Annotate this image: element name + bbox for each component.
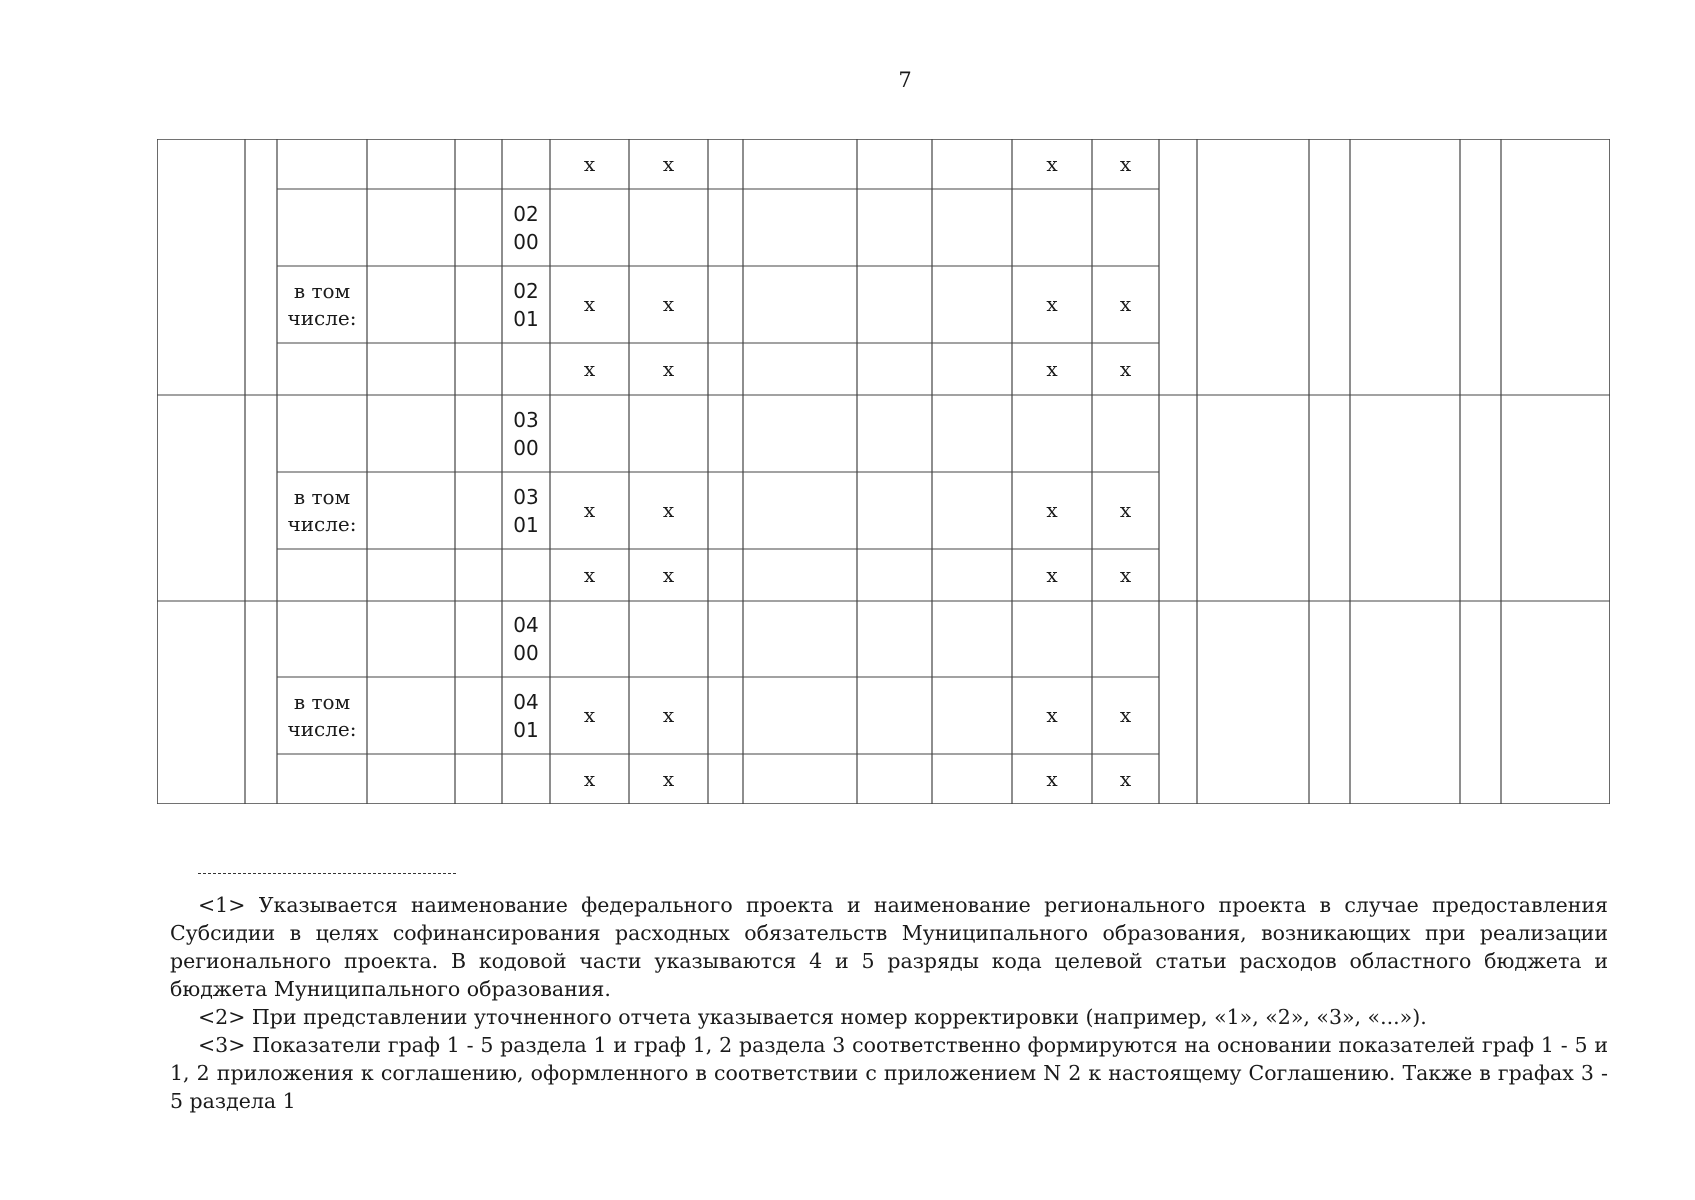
x-mark: x bbox=[583, 562, 596, 587]
x-mark: x bbox=[1119, 292, 1132, 316]
x-mark: x bbox=[583, 766, 596, 791]
x-mark: x bbox=[662, 703, 675, 727]
x-mark: x bbox=[1046, 703, 1058, 727]
x-mark: x bbox=[1046, 151, 1058, 176]
footnote-3: <3> Показатели граф 1 - 5 раздела 1 и граф 1, 2 раздела 3 соответственно формируются на основании показателей граф 1 - 5 и 1, 2 приложения к соглашению, оформленного в соответствии с приложением N 2 к настоящему Соглашению. Также в графах 3 - 5 раздела 1 bbox=[170, 1033, 1608, 1113]
x-mark: x bbox=[1046, 498, 1058, 522]
x-mark: x bbox=[583, 292, 596, 316]
footnote-1: <1> Указывается наименование федерального проекта и наименование регионального проекта в случае предоставления Субсидии в целях софинансирования расходных обязательств Муниципального образования, возникающих при реализации регионального проекта. В кодовой части указываются 4 и 5 разряды кода целевой статьи расходов областного бюджета и бюджета Муниципального образования. bbox=[170, 893, 1608, 1001]
code-cell: 02 00 bbox=[513, 201, 539, 254]
x-mark: x bbox=[1119, 498, 1132, 522]
x-mark: x bbox=[1119, 703, 1132, 727]
code-cell: 04 01 bbox=[513, 689, 539, 742]
x-mark: x bbox=[662, 498, 675, 522]
x-mark: x bbox=[662, 292, 675, 316]
footnote-2: <2> При представлении уточненного отчета указывается номер корректировки (например, «1», «2», «3», «...»). bbox=[198, 1005, 1427, 1029]
in-total-label: в том числе: bbox=[287, 484, 357, 536]
code-cell: 03 00 bbox=[513, 407, 539, 460]
x-mark: x bbox=[662, 356, 675, 381]
x-mark: x bbox=[583, 356, 596, 381]
x-mark: x bbox=[1119, 562, 1132, 587]
x-mark: x bbox=[1119, 766, 1132, 791]
x-mark: x bbox=[1046, 766, 1058, 791]
footnote-separator bbox=[198, 873, 456, 874]
x-mark: x bbox=[662, 766, 675, 791]
x-mark: x bbox=[1119, 151, 1132, 176]
code-cell: 04 00 bbox=[513, 613, 539, 665]
x-mark: x bbox=[662, 562, 675, 587]
x-mark: x bbox=[1046, 562, 1058, 587]
x-mark: x bbox=[1046, 356, 1058, 381]
x-mark: x bbox=[1119, 356, 1132, 381]
footnotes bbox=[170, 891, 1608, 1115]
x-mark: x bbox=[662, 151, 675, 176]
x-mark: x bbox=[583, 498, 596, 522]
page-number: 7 bbox=[898, 68, 912, 92]
x-mark: x bbox=[583, 703, 596, 727]
code-cell: 03 01 bbox=[513, 484, 539, 537]
in-total-label: в том числе: bbox=[287, 278, 357, 330]
table-grid-lines bbox=[157, 139, 1610, 804]
x-mark: x bbox=[583, 151, 596, 176]
report-table bbox=[157, 139, 1610, 804]
code-cell: 02 01 bbox=[513, 278, 539, 331]
x-mark: x bbox=[1046, 292, 1058, 316]
in-total-label: в том числе: bbox=[287, 689, 357, 741]
